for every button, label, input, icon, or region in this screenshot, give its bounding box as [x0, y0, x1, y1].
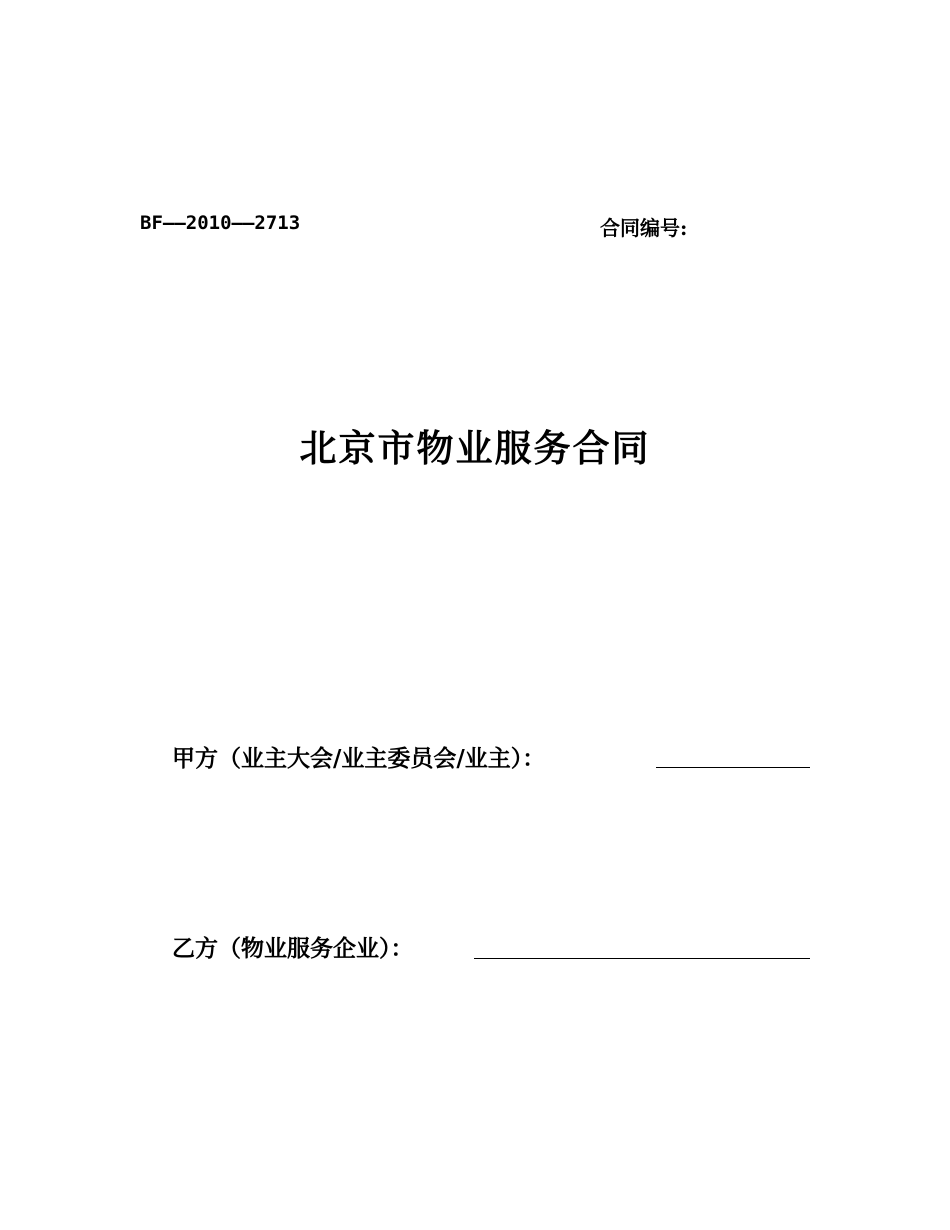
party-a-signature-line — [656, 767, 810, 768]
party-b-signature-line — [474, 958, 810, 959]
party-b-label: 乙方（物业服务企业）： — [172, 935, 414, 962]
document-title: 北京市物业服务合同 — [299, 426, 651, 470]
contract-number-label: 合同编号: — [600, 216, 688, 240]
party-a-label: 甲方（业主大会/业主委员会/业主）： — [172, 745, 546, 772]
document-code: BF——2010——2713 — [140, 212, 301, 234]
